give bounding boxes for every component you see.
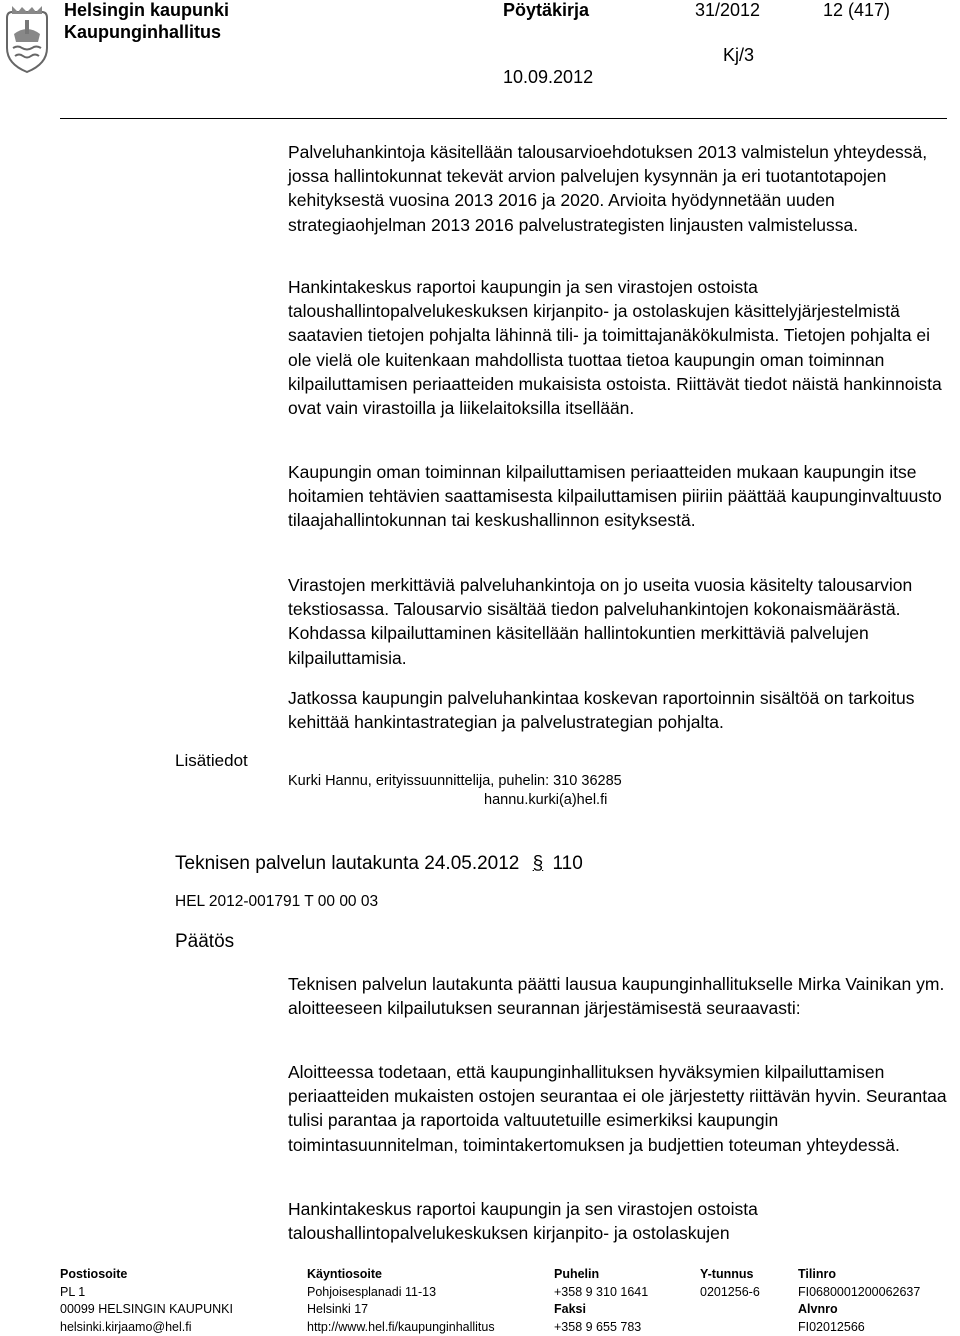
body-paragraph: Jatkossa kaupungin palveluhankintaa koskevan raportoinnin sisältöä on tarkoitus kehittää hankintastrategian ja palvelustrategian pohjalta. bbox=[288, 688, 915, 733]
footer-account: Tilinro FI0680001200062637 Alvnro FI02012566 bbox=[798, 1267, 921, 1334]
footer-postal-address: Postiosoite PL 1 00099 HELSINGIN KAUPUNKI helsinki.kirjaamo@hel.fi bbox=[60, 1267, 233, 1334]
case-reference: HEL 2012-001791 T 00 00 03 bbox=[175, 893, 379, 910]
additional-info-label: Lisätiedot bbox=[175, 751, 248, 770]
document-type: Pöytäkirja bbox=[503, 0, 590, 20]
footer-visiting-address: Käyntiosoite Pohjoisesplanadi 11-13 Helsinki 17 http://www.hel.fi/kaupunginhallitus bbox=[307, 1267, 495, 1334]
footer-phone: Puhelin +358 9 310 1641 Faksi +358 9 655 783 bbox=[554, 1267, 649, 1334]
decision-paragraph: Aloitteessa todetaan, että kaupunginhallituksen hyväksymien kilpailuttamisen periaatteiden mukaisten ostojen seurantaa ei ole järjestetty riittävän hyvin. Seurantaa tulisi parantaa ja raportoida valtuutetuille esimerkiksi kaupungin toimintasuunnitelman, toimintakertomuksen ja budjettien toteuman yhteydessä. bbox=[288, 1062, 947, 1155]
body-paragraph: Virastojen merkittäviä palveluhankintoja on jo useita vuosia käsitelty talousarvion tekstiosassa. Talousarvio sisältää tiedon palveluhankintojen kokonaismäärästä. Kohdassa kilpailuttaminen käsitellään hallintokuntien merkittäviä palvelujen kilpailuttamisia. bbox=[288, 575, 913, 668]
organization-name: Helsingin kaupunki bbox=[64, 0, 230, 20]
body-paragraph: Palveluhankintoja käsitellään talousarvioehdotuksen 2013 valmistelun yhteydessä, jossa hallintokunnat tekevät arvion palvelujen kysynnän ja eri tuotantotapojen kehityksestä vuosina 2013 2016 ja 2020. Arvioita hyödynnetään uuden strategiaohjelman 2013 2016 palvelustrategisten linjausten valmistelussa. bbox=[288, 142, 928, 235]
meeting-date: 10.09.2012 bbox=[503, 67, 594, 87]
contact-email: hannu.kurki(a)hel.fi bbox=[484, 792, 608, 808]
header-rule bbox=[60, 118, 947, 119]
contact-person: Kurki Hannu, erityissuunnittelija, puhelin: 310 36285 bbox=[288, 773, 622, 789]
document-number: 31/2012 bbox=[695, 0, 761, 20]
footer-business-id: Y-tunnus 0201256-6 bbox=[700, 1267, 760, 1299]
page-number: 12 (417) bbox=[823, 0, 891, 20]
decision-label: Päätös bbox=[175, 931, 235, 952]
helsinki-coat-of-arms-logo bbox=[4, 4, 50, 74]
body-paragraph: Kaupungin oman toiminnan kilpailuttamisen periaatteiden mukaan kaupungin itse hoitamien tehtävien saattamisesta kilpailuttamisen piiriin päättää kaupunginvaltuusto tilaajahallintokunnan tai keskushallinnon esityksestä. bbox=[288, 462, 942, 531]
decision-paragraph: Teknisen palvelun lautakunta päätti lausua kaupunginhallitukselle Mirka Vainikan ym. aloitteeseen kilpailutuksen seurannan järjestämisestä seuraavasti: bbox=[288, 974, 945, 1019]
organization-unit: Kaupunginhallitus bbox=[64, 22, 221, 42]
body-paragraph: Hankintakeskus raportoi kaupungin ja sen virastojen ostoista taloushallintopalvelukeskuksen kirjanpito- ja ostolaskujen käsittelyjärjestelmistä saatavien tietojen pohjalta lähinnä tili- ja toimittajanäkökulmista. Tietojen pohjalta ei ole vielä ole kuitenkaan mahdollista tuottaa tietoa kaupungin oman toiminnan kilpailuttamisen periaatteiden mukaisista ostoista. Riittävät tiedot näistä hankinnoista ovat vain virastoilla ja liikelaitoksilla itsellään. bbox=[288, 277, 942, 419]
decision-paragraph: Hankintakeskus raportoi kaupungin ja sen virastojen ostoista taloushallintopalvelukeskuksen kirjanpito- ja ostolaskujen bbox=[288, 1199, 758, 1244]
board-title: Teknisen palvelun lautakunta 24.05.2012 § 110 bbox=[175, 853, 583, 874]
section-code: Kj/3 bbox=[723, 45, 755, 65]
board-section-number: 110 bbox=[552, 853, 583, 874]
section-sign: § bbox=[532, 853, 544, 874]
